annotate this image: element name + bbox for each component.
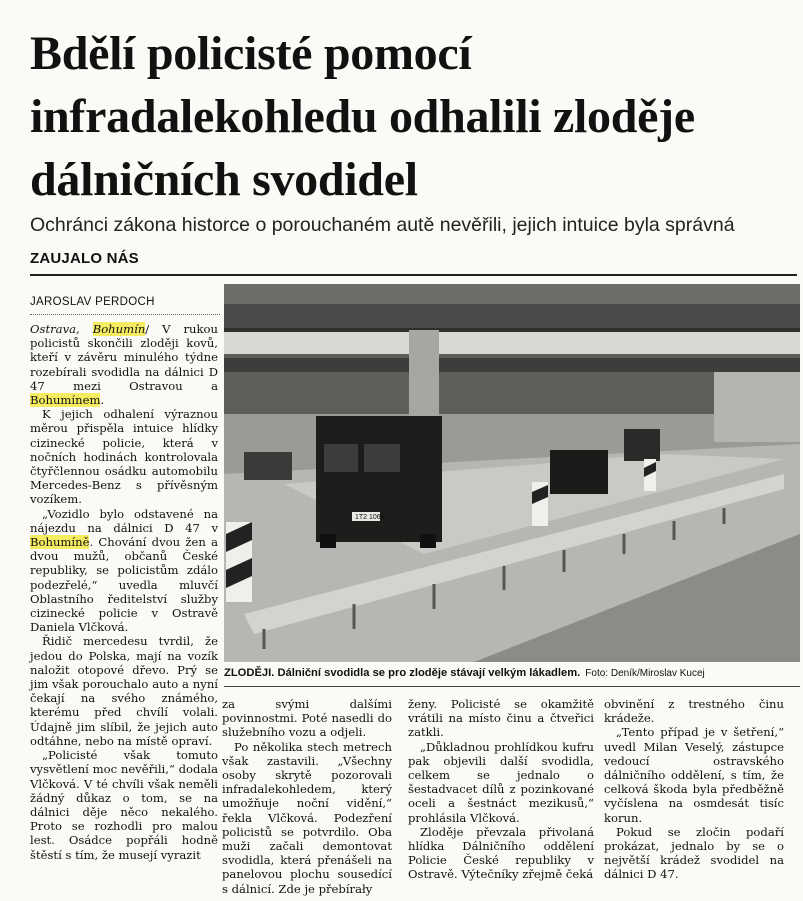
- van-license-plate: 1T2 1065: [355, 514, 385, 521]
- paragraph-8: ženy. Policisté se okamžitě vrátili na místo činu a čtveřici zatkli.: [408, 697, 594, 740]
- article-column-2: [222, 697, 392, 896]
- article-column-3: [408, 697, 594, 882]
- article-column-4: [604, 697, 784, 882]
- paragraph-7: Po několika stech metrech však zastavili. „Všechny osoby skrytě pozorovali infradalekohledem, který umožňuje noční vidění,“ řekla Vlčková. Podezření policistů se potvrdilo. Oba muži začali demontovat svodidla, která přenášeli na panelovou plochu sousedící s dálnicí. Zde je přebírały: [222, 739, 392, 896]
- paragraph-5: „Policisté však tomuto vysvětlení moc nevěřili,“ dodala Vlčková. V té chvíli však neměli žádný důkaz o tom, se na dálnici děje něco nekalého. Proto se rozhodli pro malou lest. Osádce popřáli hodně štěstí s tím, že musejí vyrazit: [30, 748, 218, 862]
- caption-lead: ZLODĚJI.: [224, 667, 275, 679]
- caption-rule: [224, 686, 800, 687]
- headline: Bdělí policisté pomocí infradalekohledu odhalili zloděje dálničních svodidel: [30, 27, 695, 206]
- highlight-bohumine: Bohumíně: [30, 535, 90, 550]
- rubric-label: ZAUJALO NÁS: [30, 250, 139, 267]
- author-byline: JAROSLAV PERDOCH: [30, 296, 155, 308]
- paragraph-10: Zloděje převzala přivolaná hlídka Dálničního oddělení Policie České republiky v Ostravě. Výtečníky zřejmě čeká: [408, 824, 594, 882]
- dateline-place: Ostrava,: [30, 322, 93, 336]
- photo-caption: [224, 667, 800, 679]
- paragraph-1-end: .: [100, 393, 105, 408]
- byline-rule: [30, 314, 220, 315]
- paragraph-1: [30, 322, 218, 407]
- paragraph-3-start: „Vozidlo bylo odstavené na nájezdu na dálnici D 47 v: [30, 506, 218, 535]
- paragraph-13: Pokud se zločin podaří prokázat, jednalo by se o největší krádež svodidel na dálnici D 47.: [604, 824, 784, 882]
- news-photo-highway: [224, 284, 800, 662]
- paragraph-6: za svými dalšími povinnostmi. Poté nasedli do služebního vozu a odjeli.: [222, 697, 392, 740]
- subheadline: Ochránci zákona historce o porouchaném autě nevěřili, jejich intuice byla správná: [30, 214, 735, 236]
- paragraph-3: [30, 507, 218, 635]
- highlight-bohumin: Bohumín: [92, 322, 146, 336]
- paragraph-9: „Důkladnou prohlídkou kufru pak objevili další svodidla, celkem se jednalo o šestadvacet dílů z pozinkované oceli a šestnáct mezikusů,“ prohlásila Vlčková.: [408, 739, 594, 825]
- paragraph-2: K jejich odhalení výraznou měrou přispěla intuice hlídky cizinecké policie, která v nočních hodinách kontrolovala čtyřčlennou osádku automobilu Mercedes-Benz s přívěsným vozíkem.: [30, 407, 218, 507]
- rubric-rule: [30, 274, 797, 276]
- caption-text: Dálniční svodidla se pro zloděje stávají velkým lákadlem.: [274, 667, 581, 679]
- paragraph-1-text: / V rukou policistů skončili zloději kovů, kteří v závěru minulého týdne rozebírali svodidla na dálnici D 47 mezi Ostravou a: [30, 322, 218, 393]
- paragraph-11: obvinění z trestného činu krádeže.: [604, 697, 784, 726]
- article-column-1: [30, 322, 218, 862]
- highlight-bohuminem: Bohumínem: [30, 393, 101, 408]
- paragraph-3-end: . Chování dvou žen a dvou mužů, občanů České republiky, se policistům zdálo podezřelé,“ uvedla mluvčí Oblastního ředitelství služby cizinecké policie v Ostravě Daniela Vlčková.: [30, 535, 218, 635]
- paragraph-4: Řidič mercedesu tvrdil, že jedou do Polska, mají na vozík naložit otopové dřevo. Prý se jim však porouchalo auto a nyní čekají na svého známého, kterému před chvílí volali. Údajně jim slíbil, že jejich auto odtáhne, nebo na místě opraví.: [30, 634, 218, 748]
- photo-credit: Foto: Deník/Miroslav Kucej: [585, 668, 705, 679]
- paragraph-12: „Tento případ je v šetření,“ uvedl Milan Veselý, zástupce vedoucí ostravského dálničního oddělení, s tím, že celková škoda byla předběžně vyčíslena na osmdesát tisíc korun.: [604, 725, 784, 825]
